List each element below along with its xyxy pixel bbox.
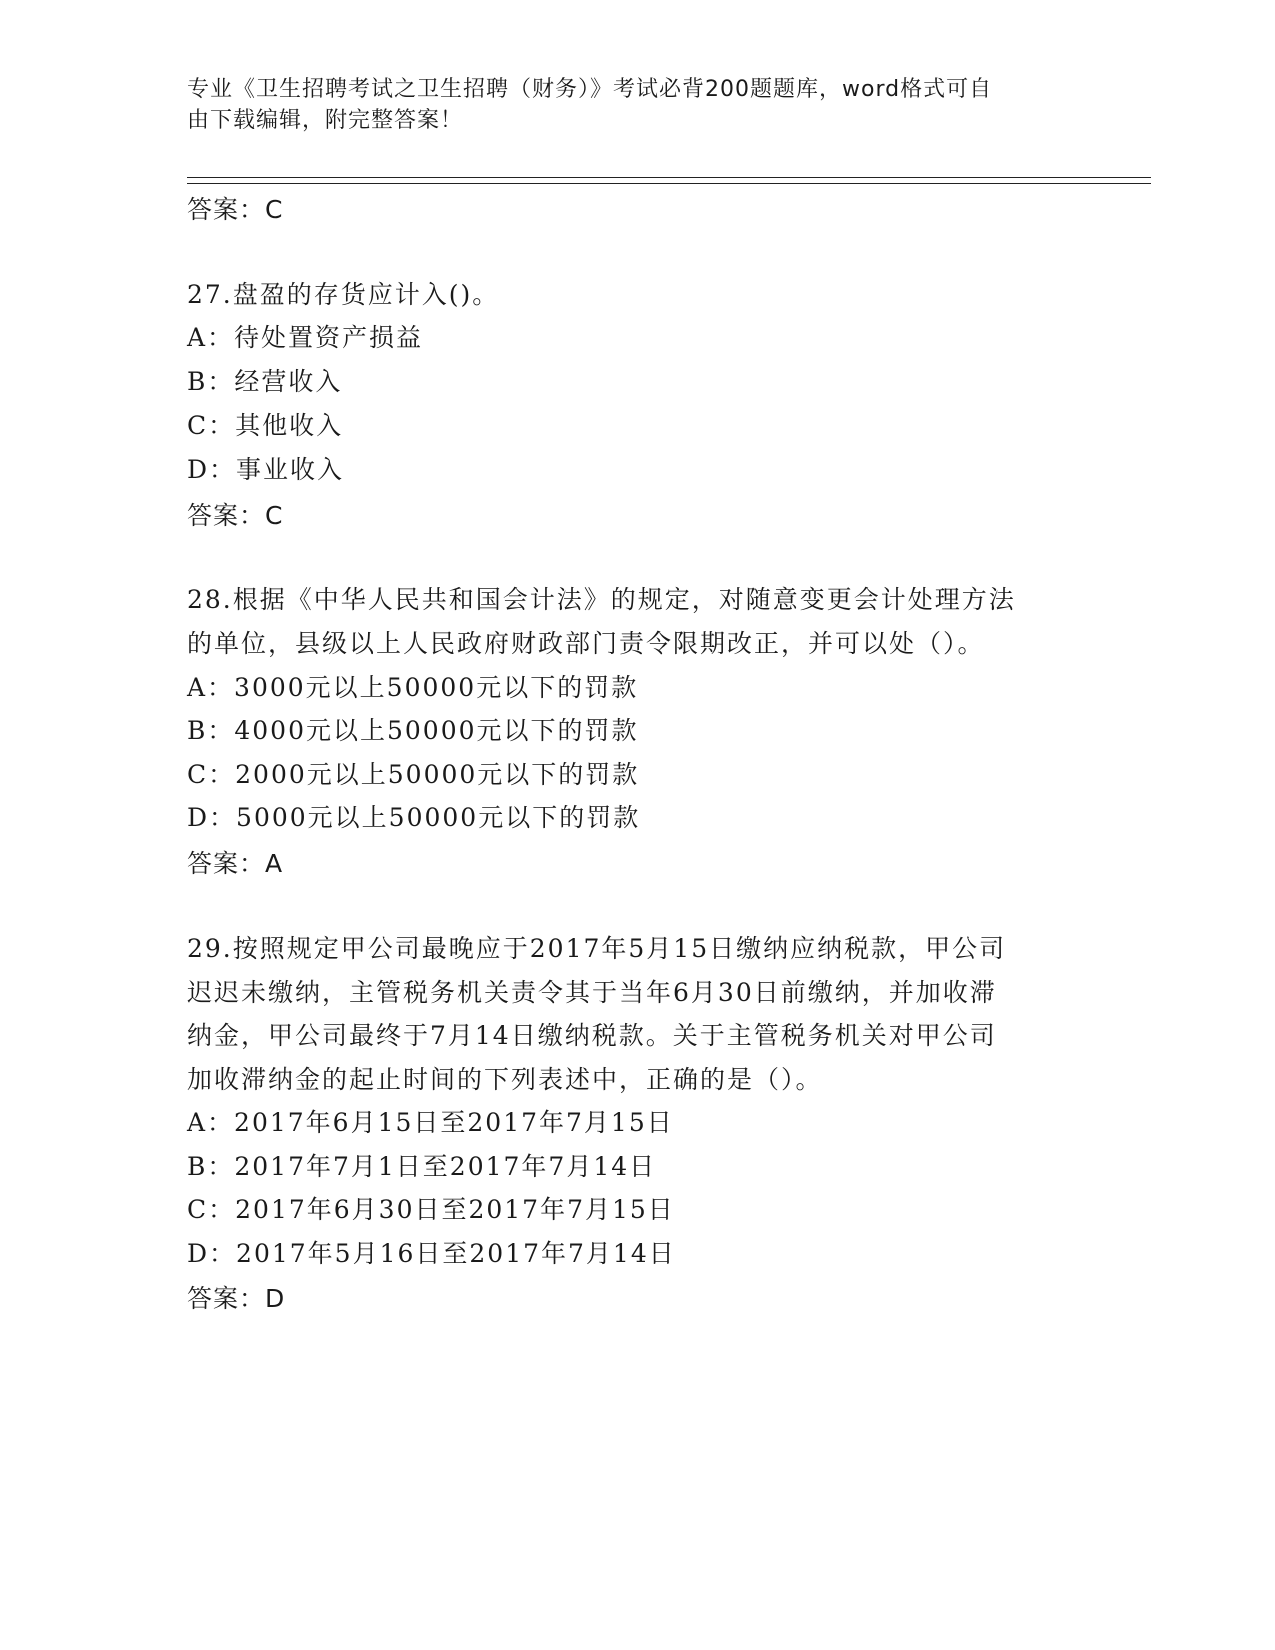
- question-27-option-d: D：事业收入: [187, 455, 345, 484]
- question-29-text-line-1: 29.按照规定甲公司最晚应于2017年5月15日缴纳应纳税款，甲公司: [187, 934, 1007, 963]
- question-28-answer: 答案：A: [187, 849, 284, 878]
- previous-answer: 答案：C: [187, 195, 284, 224]
- question-29-text-line-2: 迟迟未缴纳，主管税务机关责令其于当年6月30日前缴纳，并加收滞: [187, 978, 997, 1007]
- question-28-option-a: A：3000元以上50000元以下的罚款: [187, 673, 639, 702]
- document-header: [187, 74, 1067, 136]
- question-27-text: 27.盘盈的存货应计入()。: [187, 280, 500, 309]
- question-29-text-line-3: 纳金，甲公司最终于7月14日缴纳税款。关于主管税务机关对甲公司: [187, 1021, 997, 1050]
- question-27-option-b: B：经营收入: [187, 367, 343, 396]
- question-29-answer: 答案：D: [187, 1284, 286, 1313]
- question-29-text-line-4: 加收滞纳金的起止时间的下列表述中，正确的是（）。: [187, 1065, 823, 1094]
- question-27-answer: 答案：C: [187, 501, 284, 530]
- question-28-option-c: C：2000元以上50000元以下的罚款: [187, 760, 640, 789]
- intro-line-1: 专业《卫生招聘考试之卫生招聘（财务）》考试必背200题题库，word格式可自: [187, 77, 993, 102]
- intro-line-2: 由下载编辑，附完整答案！: [187, 108, 464, 133]
- question-29-option-b: B：2017年7月1日至2017年7月14日: [187, 1152, 657, 1181]
- question-28-text-line-2: 的单位，县级以上人民政府财政部门责令限期改正，并可以处（）。: [187, 629, 985, 658]
- question-27-option-c: C：其他收入: [187, 411, 344, 440]
- question-29-option-a: A：2017年6月15日至2017年7月15日: [187, 1108, 674, 1137]
- header-rule-top: [187, 177, 1151, 178]
- question-28-option-b: B：4000元以上50000元以下的罚款: [187, 716, 639, 745]
- header-rule-bottom: [187, 183, 1151, 184]
- question-29-option-c: C：2017年6月30日至2017年7月15日: [187, 1195, 675, 1224]
- question-27-option-a: A：待处置资产损益: [187, 323, 424, 352]
- question-29-option-d: D：2017年5月16日至2017年7月14日: [187, 1239, 676, 1268]
- question-28-text-line-1: 28.根据《中华人民共和国会计法》的规定，对随意变更会计处理方法: [187, 585, 1016, 614]
- question-28-option-d: D：5000元以上50000元以下的罚款: [187, 803, 641, 832]
